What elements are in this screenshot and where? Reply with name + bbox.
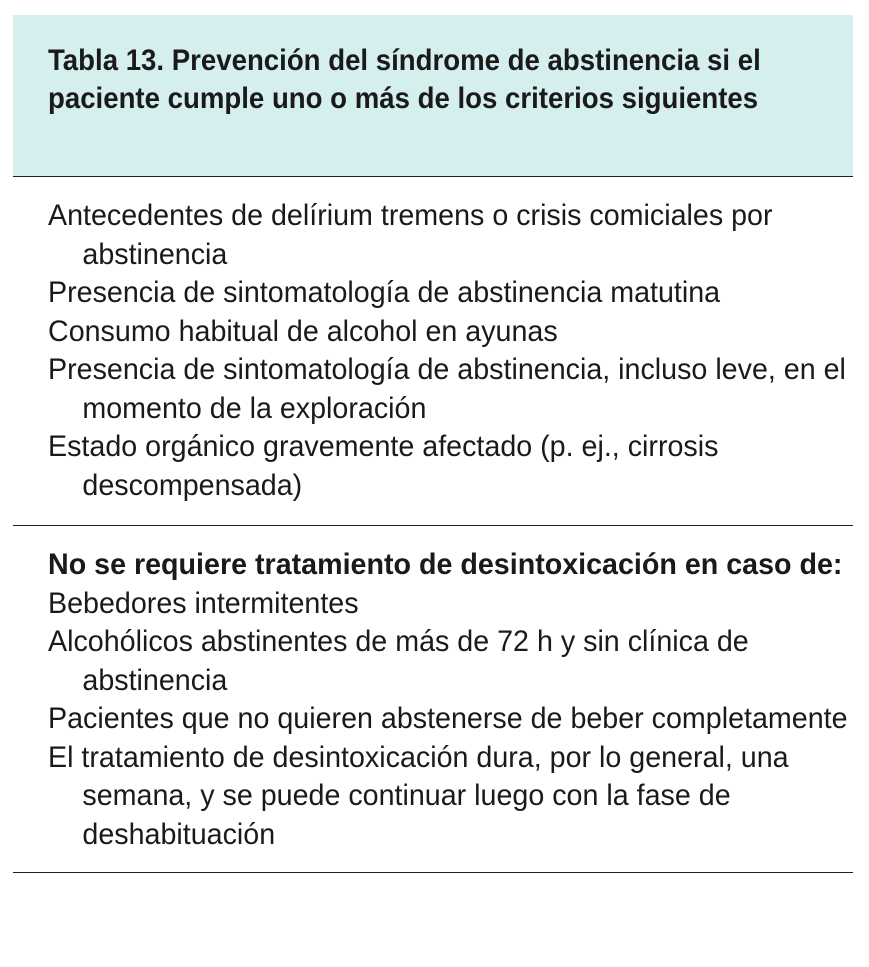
criteria-item: Presencia de sintomatología de abstinencia matutina — [48, 276, 721, 309]
no-treatment-item: El tratamiento de desintoxicación dura, por lo general, una semana, y se puede continuar luego con la fase de deshabituación — [48, 740, 789, 851]
no-treatment-heading: No se requiere tratamiento de desintoxicación en caso de: — [48, 548, 843, 581]
criteria-item: Antecedentes de delírium tremens o crisis comiciales por abstinencia — [48, 199, 773, 271]
no-treatment-item: Pacientes que no quieren abstenerse de beber completamente — [48, 702, 848, 735]
bottom-rule — [13, 872, 853, 873]
table-13 — [13, 15, 853, 873]
no-treatment-section — [13, 526, 853, 872]
table-title: Tabla 13. Prevención del síndrome de abstinencia si el paciente cumple uno o más de los criterios siguientes — [48, 44, 761, 115]
criteria-section — [13, 177, 853, 525]
criteria-item: Estado orgánico gravemente afectado (p. ej., cirrosis descompensada) — [48, 430, 719, 502]
criteria-item: Consumo habitual de alcohol en ayunas — [48, 314, 558, 348]
no-treatment-item: Alcohólicos abstinentes de más de 72 h y sin clínica de abstinencia — [48, 625, 749, 697]
no-treatment-item: Bebedores intermitentes — [48, 586, 359, 620]
criteria-item: Presencia de sintomatología de abstinencia, incluso leve, en el momento de la exploración — [48, 353, 846, 425]
table-header — [13, 15, 853, 176]
